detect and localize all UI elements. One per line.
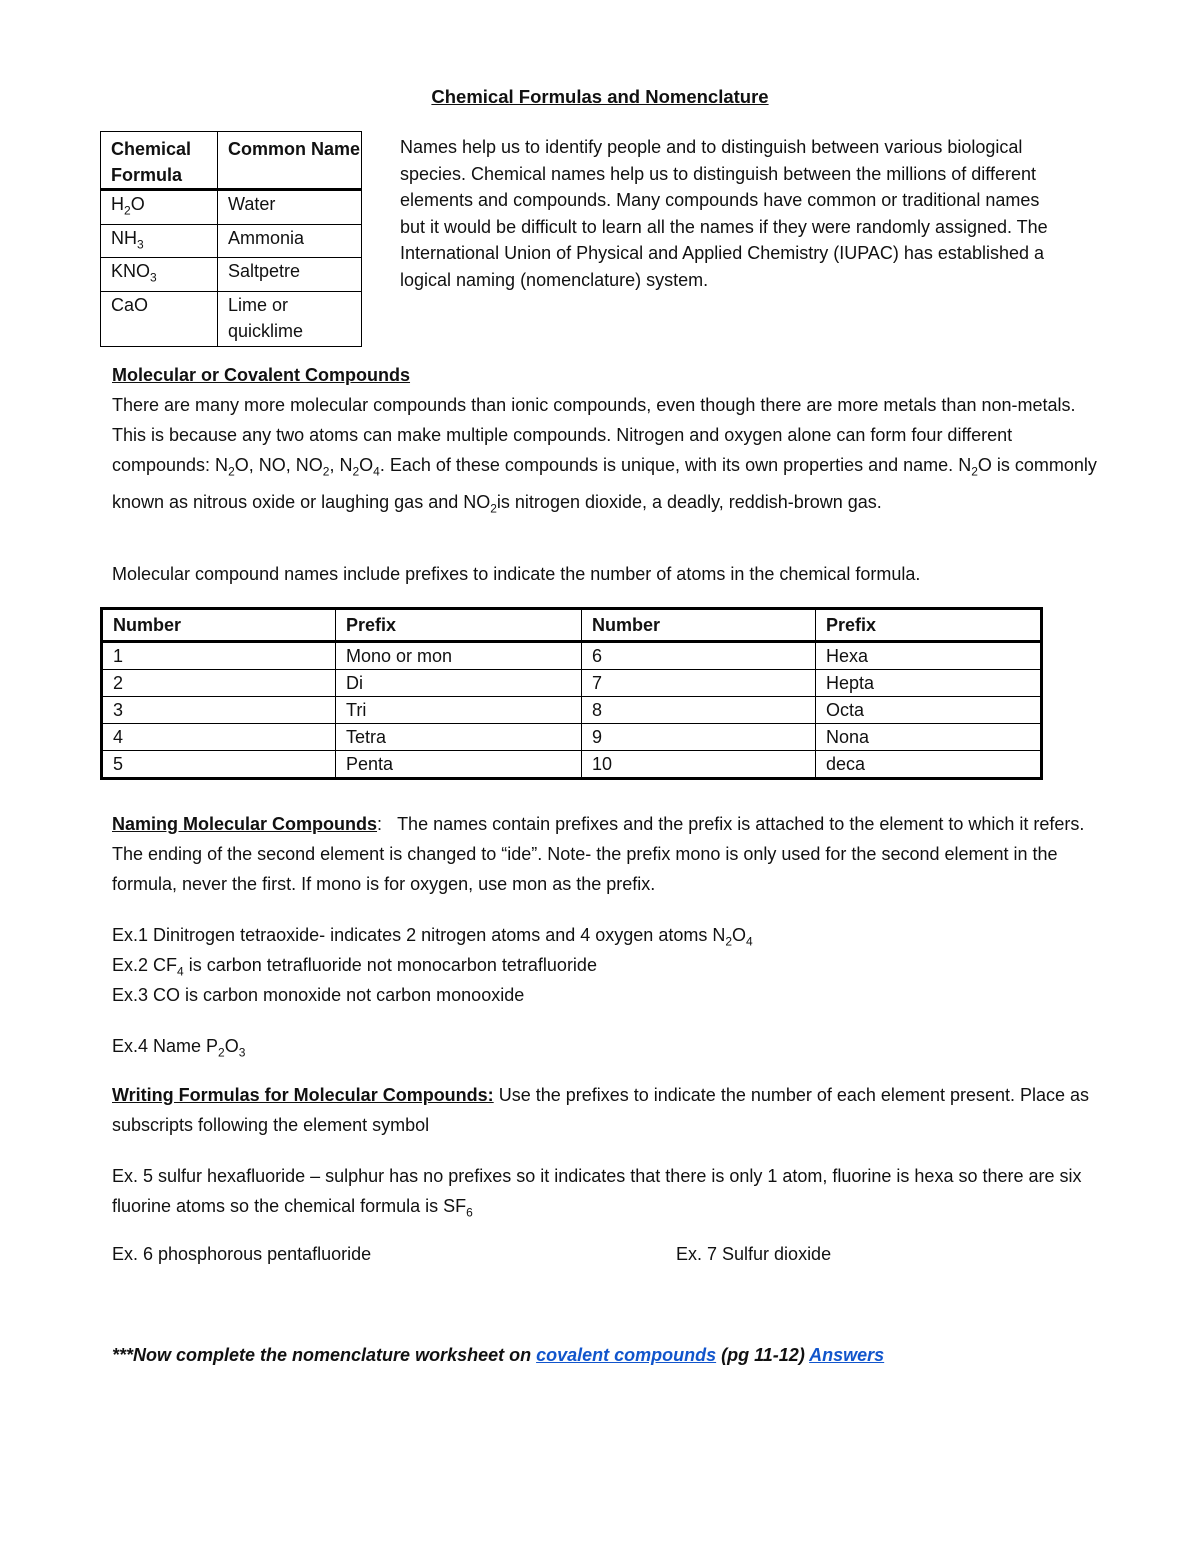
example-6: Ex. 6 phosphorous pentafluoride bbox=[112, 1244, 372, 1264]
table-cell: 2 bbox=[102, 670, 336, 697]
common-names-table bbox=[100, 131, 362, 347]
covalent-compounds-link[interactable]: covalent compounds bbox=[536, 1345, 717, 1365]
table-cell: 1 bbox=[102, 642, 336, 670]
table-row bbox=[101, 190, 362, 225]
header-number: Number bbox=[582, 609, 816, 642]
intro-paragraph: Names help us to identify people and to distinguish between various biological species. Chemical names help us to distinguish between the millions of different elements and compounds. Many compounds have common or traditional names but it would be difficult to learn all the names if they were randomly assigned. The International Union of Physical and Applied Chemistry (IUPAC) has established a logical naming (nomenclature) system. bbox=[400, 137, 1048, 290]
table-cell: 3 bbox=[102, 697, 336, 724]
name-cell: Lime or quicklime bbox=[218, 291, 362, 346]
table-cell: deca bbox=[816, 751, 1042, 779]
table-cell: 9 bbox=[582, 724, 816, 751]
table-row bbox=[102, 670, 1042, 697]
closing-instruction: ***Now complete the nomenclature worksheet on covalent compounds (pg 11-12) Answers bbox=[112, 1345, 885, 1365]
table-cell: 5 bbox=[102, 751, 336, 779]
table-cell: Hexa bbox=[816, 642, 1042, 670]
name-cell: Saltpetre bbox=[218, 258, 362, 292]
header-prefix: Prefix bbox=[336, 609, 582, 642]
formula-cell: $NH_3$ bbox=[101, 224, 218, 258]
example-4: Ex.4 Name $P_2O_3$ bbox=[112, 1036, 246, 1060]
formula-cell: $H_2O$ bbox=[101, 190, 218, 225]
table-row bbox=[102, 751, 1042, 779]
table-cell: 7 bbox=[582, 670, 816, 697]
example-7: Ex. 7 Sulfur dioxide bbox=[676, 1244, 832, 1264]
name-cell: Ammonia bbox=[218, 224, 362, 258]
table-cell: 4 bbox=[102, 724, 336, 751]
formula-cell: $KNO_3$ bbox=[101, 258, 218, 292]
table-row bbox=[102, 724, 1042, 751]
page-title: Chemical Formulas and Nomenclature bbox=[431, 86, 769, 107]
table-cell: Mono or mon bbox=[336, 642, 582, 670]
table-row bbox=[101, 291, 362, 346]
example-3: Ex.3 CO is carbon monoxide not carbon monooxide bbox=[112, 985, 525, 1005]
section-heading: Naming Molecular Compounds bbox=[112, 814, 378, 834]
example-2: Ex.2 $CF_4$ is carbon tetrafluoride not monocarbon tetrafluoride bbox=[112, 955, 597, 979]
header-common-name: Common Name bbox=[218, 132, 362, 190]
writing-section: Writing Formulas for Molecular Compounds: Use the prefixes to indicate the number of each element present. Place as subscripts following the element symbol bbox=[112, 1085, 1090, 1135]
table-cell: Di bbox=[336, 670, 582, 697]
table-cell: Tetra bbox=[336, 724, 582, 751]
molecular-section: Molecular or Covalent Compounds There are many more molecular compounds than ionic compounds, even though there are more metals than non-metals. This is because any two atoms can make multiple compounds. Nitrogen and oxygen alone can form four different compounds: $N_2O$, NO, $NO_2$, $N_2O_4$. Each of these compounds is unique, with its own properties and name. $N_2O$ is commonly known as nitrous oxide or laughing gas and $NO_2is$ nitrogen dioxide, a deadly, reddish-brown gas. bbox=[112, 365, 1097, 516]
naming-section: Naming Molecular Compounds: The names contain prefixes and the prefix is attached to the element to which it refers. The ending of the second element is changed to “ide”. Note- the prefix mono is only used for the second element in the formula, never the first. If mono is for oxygen, use mon as the prefix. bbox=[112, 814, 1085, 894]
formula-cell: CaO bbox=[101, 291, 218, 346]
table-header-row bbox=[102, 609, 1042, 642]
header-prefix: Prefix bbox=[816, 609, 1042, 642]
table-row bbox=[101, 224, 362, 258]
section-heading: Molecular or Covalent Compounds bbox=[112, 365, 411, 385]
table-cell: Nona bbox=[816, 724, 1042, 751]
table-row bbox=[102, 642, 1042, 670]
header-number: Number bbox=[102, 609, 336, 642]
example-5: Ex. 5 sulfur hexafluoride – sulphur has no prefixes so it indicates that there is only 1 atom, fluorine is hexa so there are six fluorine atoms so the chemical formula is $SF_6$ bbox=[112, 1166, 1082, 1220]
table-cell: 6 bbox=[582, 642, 816, 670]
example-1: Ex.1 Dinitrogen tetraoxide- indicates 2 nitrogen atoms and 4 oxygen atoms $N_2O_4$ bbox=[112, 925, 753, 949]
prefix-intro: Molecular compound names include prefixes to indicate the number of atoms in the chemical formula. bbox=[112, 564, 921, 584]
table-cell: Penta bbox=[336, 751, 582, 779]
table-cell: Octa bbox=[816, 697, 1042, 724]
prefix-table bbox=[100, 607, 1043, 780]
header-chemical-formula: Chemical Formula bbox=[101, 132, 218, 190]
table-cell: 10 bbox=[582, 751, 816, 779]
name-cell: Water bbox=[218, 190, 362, 225]
table-row bbox=[101, 258, 362, 292]
table-cell: Tri bbox=[336, 697, 582, 724]
table-header-row bbox=[101, 132, 362, 190]
section-heading: Writing Formulas for Molecular Compounds: bbox=[112, 1085, 494, 1105]
table-cell: 8 bbox=[582, 697, 816, 724]
table-row bbox=[102, 697, 1042, 724]
answers-link[interactable]: Answers bbox=[809, 1345, 885, 1365]
table-cell: Hepta bbox=[816, 670, 1042, 697]
